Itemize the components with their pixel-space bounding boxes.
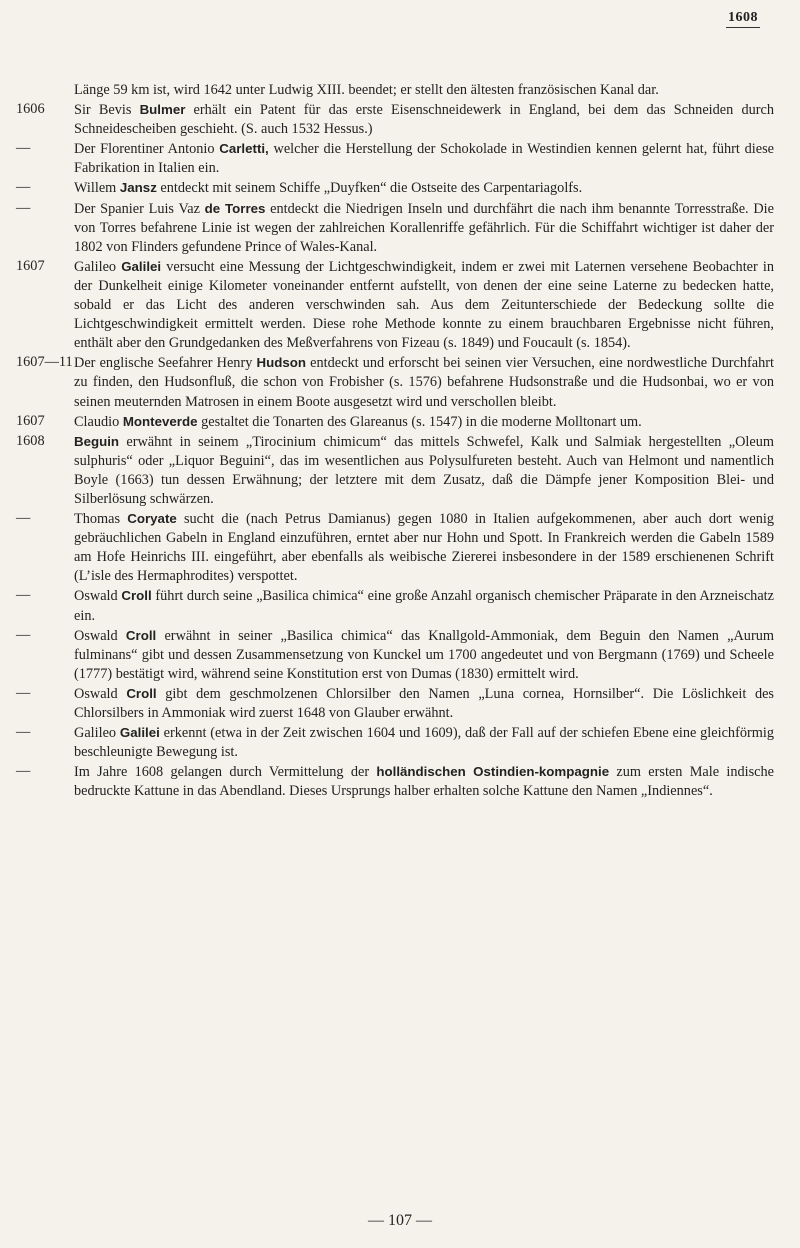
entry-text [74, 199, 774, 257]
entry-year: — [16, 199, 31, 216]
entry-text-body: sucht die (nach Petrus Damianus) gegen 1080 in Italien aufgekommenen, aber auch dort wenig gebräuchlichen Gabeln in England einzuführen, erntet aber nur Hohn und Spott. In Frankreich werden die Gabeln 1589 am Hofe Heinrichs III. eingeführt, aber ebenfalls als weibische Ziererei insbesondere in der 1589 erschienenen Schrift (L’isle des Hermaphrodites) verspottet. [74, 511, 774, 585]
entry-text-body: erwähnt in seiner „Basilica chimica“ das Knallgold-Ammoniak, dem Beguin den Namen „Aurum fulminans“ gibt und dessen Zusammensetzung von Kunckel um 1700 angedeutet und von Bergmann (1769) und Scheele (1777) bestätigt wird, während seine Konstitution erst von Dumas (1830) ermittelt wird. [74, 627, 774, 682]
entry-text-body: entdeckt die Niedrigen Inseln und durchfährt die nach ihm benannte Torresstraße. Die von Torres befahrene Linie ist wegen der zahlreichen Korallenriffe gefährlich. Für die Schiffahrt wichtiger ist daher der 1802 von Flinders gefundene Prince of Wales-Kanal. [74, 200, 774, 255]
entry-text-lead: Oswald [74, 588, 122, 605]
entry-text-lead: Der englische Seefahrer Henry [74, 355, 257, 372]
chronicle-entry [16, 199, 774, 257]
entry-person-name: Croll [126, 685, 157, 701]
entry-text [74, 626, 774, 684]
entry-person-name: Galilei [119, 725, 160, 741]
entry-text-lead: Länge 59 km ist, wird 1642 unter Ludwig XIII. beendet; er stellt den ältesten französischen Kanal dar. [74, 82, 659, 98]
entry-year: 1607—11 [16, 354, 73, 371]
running-head: 1608 [726, 10, 760, 28]
chronicle-entry [16, 509, 774, 586]
entry-text-lead: Claudio [74, 413, 123, 430]
chronicle-entry [16, 723, 774, 762]
entry-year: — [16, 763, 31, 780]
entry-person-name: Hudson [256, 355, 307, 371]
entry-person-name: Jansz [119, 180, 157, 196]
chronicle-entry [16, 100, 774, 139]
chronicle-entry [16, 432, 774, 509]
entry-text [74, 178, 774, 198]
entry-text-lead: Im Jahre 1608 gelangen durch Vermittelung der [74, 764, 377, 781]
entry-text-body: entdeckt und erforscht bei seinen vier Versuchen, eine nordwestliche Durchfahrt zu finden, den Hudsonfluß, die schon von Frobisher (s. 1576) befahrene Hudsonstraße und die Hudsonbai, wo er von seinen meuternden Matrosen in einem Boote ausgesetzt wird und verschollen bleibt. [74, 355, 774, 410]
entry-text-body: zum ersten Male indische bedruckte Kattune in das Abendland. Dieses Ursprungs halber erhalten solche Kattune den Namen „Indiennes“. [74, 764, 774, 800]
entry-person-name: Coryate [127, 511, 177, 527]
entry-person-name: Galilei [121, 258, 162, 274]
entry-text-body: führt durch seine „Basilica chimica“ eine große Anzahl organisch chemischer Präparate in den Arzneischatz ein. [74, 588, 774, 624]
chronicle-entry [16, 412, 774, 432]
entry-text-body: gestaltet die Tonarten des Glareanus (s. 1547) in die moderne Molltonart um. [197, 413, 642, 430]
entry-year: — [16, 684, 31, 701]
chronicle-entry [16, 586, 774, 625]
entry-text-body: versucht eine Messung der Lichtgeschwindigkeit, indem er zwei mit Laternen versehene Beobachter in der Dunkelheit einige Kilometer voneinander entfernt aufstellt, von denen der eine seine Laterne zu bedecken hatte, sobald er das Licht des anderen verschwinden sah. Aus dem Zeitunterschiede der Bedeckung sollte die Lichtgeschwindigkeit ermittelt werden. Diese rohe Methode konnte zu einem brauchbaren Ergebnisse nicht führen, enthält aber den Grundgedanken des Meßverfahrens von Fizeau (s. 1849) und Foucault (s. 1854). [74, 258, 774, 352]
entry-text [74, 353, 774, 411]
entry-person-name: Carletti, [219, 141, 269, 157]
entry-text [74, 257, 774, 353]
entry-text [74, 100, 774, 139]
entry-year: — [16, 179, 31, 196]
entry-text-body: erkennt (etwa in der Zeit zwischen 1604 und 1609), daß der Fall auf der schiefen Ebene eine gleichförmig beschleunigte Bewegung ist. [74, 725, 774, 761]
entry-person-name: holländischen Ostindien-kompagnie [376, 764, 610, 780]
page-number: — 107 — [368, 1212, 432, 1229]
entry-person-name: Croll [121, 588, 152, 604]
entry-text [74, 412, 774, 432]
entry-text-lead: Galileo [74, 258, 122, 275]
entry-person-name: Monteverde [122, 413, 198, 429]
entry-person-name: Croll [125, 627, 157, 643]
chronicle-entry [16, 80, 774, 100]
entry-text-body: erhält ein Patent für das erste Eisenschneidewerk in England, bei dem das Schneiden durch Schneidescheiben geschieht. (S. auch 1532 Hessus.) [74, 102, 774, 138]
entry-year: — [16, 724, 31, 741]
entry-text-body: gibt dem geschmolzenen Chlorsilber den Namen „Luna cornea, Hornsilber“. Die Löslichkeit des Chlorsilbers in Ammoniak wird zuerst 1648 von Glauber erwähnt. [74, 685, 774, 721]
chronicle-entry [16, 178, 774, 198]
entry-text-body: welcher die Herstellung der Schokolade in Westindien kennen gelernt hat, führt diese Fabrikation in Italien ein. [74, 141, 774, 177]
entry-year: 1608 [16, 432, 45, 449]
entry-text-lead: Oswald [74, 685, 127, 702]
entry-year: — [16, 587, 31, 604]
entry-text [74, 432, 774, 509]
chronicle-entry [16, 139, 774, 178]
entry-text [74, 762, 774, 801]
entry-text [74, 684, 774, 723]
chronicle-entries [16, 80, 774, 801]
entry-text-lead: Sir Bevis [74, 102, 140, 119]
entry-person-name: de Torres [204, 200, 266, 216]
entry-text-lead: Galileo [74, 725, 120, 742]
chronicle-entry [16, 762, 774, 801]
entry-text-lead: Der Spanier Luis Vaz [74, 200, 205, 217]
entry-year [16, 80, 74, 100]
chronicle-entry [16, 353, 774, 411]
entry-text [74, 586, 774, 625]
entry-year: — [16, 626, 31, 643]
entry-year: 1606 [16, 101, 45, 118]
entry-person-name: Beguin [74, 433, 120, 449]
entry-text-body: erwähnt in seinem „Tirocinium chimicum“ das mittels Schwefel, Kalk und Salmiak hergestellten „Oleum sulphuris“ oder „Liquor Beguini“, das im wesentlichen aus Polysulfureten besteht. Auch van Helmont und namentlich Boyle (1663) tun dessen Erwähnung; der letztere mit dem Zusatz, daß die Dämpfe jener Komposition Blei- und Silberlösung schwärzen. [74, 433, 774, 507]
entry-text-lead: Oswald [74, 627, 126, 644]
entry-text [74, 139, 774, 178]
entry-text [74, 509, 774, 586]
entry-text-lead: Willem [74, 180, 120, 197]
entry-text [74, 80, 774, 100]
entry-year: — [16, 510, 31, 527]
entry-person-name: Bulmer [139, 102, 186, 118]
entry-text-lead: Thomas [74, 511, 128, 528]
entry-year: — [16, 140, 31, 157]
entry-text-body: entdeckt mit seinem Schiffe „Duyfken“ die Ostseite des Carpentariagolfs. [156, 180, 583, 197]
entry-text [74, 723, 774, 762]
entry-year: 1607 [16, 257, 45, 274]
entry-text-lead: Der Florentiner Antonio [74, 141, 220, 158]
entry-year: 1607 [16, 412, 45, 429]
chronicle-entry [16, 626, 774, 684]
chronicle-entry [16, 257, 774, 353]
chronicle-entry [16, 684, 774, 723]
